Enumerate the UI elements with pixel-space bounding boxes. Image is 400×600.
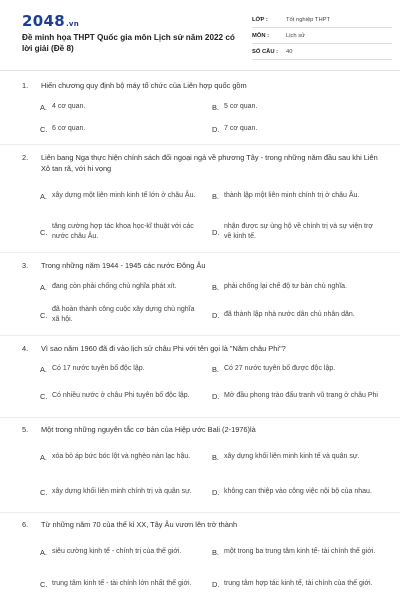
option-5a[interactable]: A. xóa bỏ áp bức bóc lột và nghèo nàn lạc hậu. [40, 452, 191, 462]
question-stem: Từ những năm 70 của thế kỉ XX, Tây Âu vươn lên trở thành [41, 520, 238, 529]
question-stem: Hiến chương quy định bộ máy tổ chức của Liên hợp quốc gồm [41, 81, 247, 90]
option-3d[interactable]: D. đã thành lập nhà nước dân chủ nhân dân. [212, 310, 355, 320]
question-stem: Một trong những nguyên tắc cơ bản của Hiệp ước Bali (2-1976)là [41, 425, 256, 434]
meta-question-count [252, 44, 392, 60]
option-4a[interactable]: A. Có 17 nước tuyên bố độc lập. [40, 364, 145, 374]
document-title: Đề minh họa THPT Quốc gia môn Lịch sử năm 2022 có lời giải (Đề 8) [22, 33, 235, 53]
question-2 [22, 153, 392, 174]
option-3c[interactable]: C. đã hoàn thành công cuộc xây dựng chủ nghĩa xã hội. [40, 305, 195, 323]
question-stem: Trong những năm 1944 - 1945 các nước Đông Âu [41, 261, 206, 270]
option-4b[interactable]: B. Có 27 nước tuyên bố được độc lập. [212, 364, 336, 374]
option-5d[interactable]: D. không can thiệp vào công việc nội bộ của nhau. [212, 487, 372, 497]
meta-value: Tốt nghiệp THPT [286, 16, 331, 23]
question-separator [0, 512, 400, 513]
option-2b[interactable]: B. thành lập một liên minh chính trị ở châu Âu. [212, 191, 360, 201]
question-separator [0, 144, 400, 145]
option-4d[interactable]: D. Mở đầu phong trào đấu tranh vũ trang ở châu Phi [212, 391, 378, 401]
question-6 [22, 520, 392, 531]
option-2a[interactable]: A. xây dựng một liên minh kinh tế lớn ở châu Âu. [40, 191, 196, 201]
question-separator [0, 417, 400, 418]
logo-text: 2048 [22, 12, 65, 30]
option-2c[interactable]: C. tăng cường hợp tác khoa học-kĩ thuật với các nước châu Âu. [40, 222, 194, 240]
question-number: 1. [22, 81, 29, 90]
option-5c[interactable]: C. xây dựng khối liên minh chính trị và quân sự. [40, 487, 192, 497]
option-6c[interactable]: C. trung tâm kinh tế - tài chính lớn nhất thế giới. [40, 579, 192, 589]
question-number: 3. [22, 261, 29, 270]
question-3 [22, 261, 392, 272]
option-1d[interactable]: D. 7 cơ quan. [212, 124, 258, 134]
site-logo[interactable] [22, 12, 79, 30]
question-stem: Vì sao năm 1960 đã đi vào lịch sử châu Phi với tên gọi là "Năm châu Phi"? [41, 344, 286, 353]
option-6b[interactable]: B. một trong ba trung tâm kinh tế- tài chính thế giới. [212, 547, 376, 557]
question-1 [22, 81, 392, 92]
option-1a[interactable]: A. 4 cơ quan. [40, 102, 86, 112]
document-header [0, 0, 400, 68]
option-1b[interactable]: B. 5 cơ quan. [212, 102, 258, 112]
option-1c[interactable]: C. 6 cơ quan. [40, 124, 86, 134]
question-4 [22, 344, 392, 355]
question-separator [0, 252, 400, 253]
meta-label: LỚP : [252, 16, 268, 23]
meta-subject [252, 28, 392, 44]
header-divider [0, 70, 400, 71]
option-6d[interactable]: D. trung tâm hợp tác kinh tế, tài chính của thế giới. [212, 579, 373, 589]
question-number: 2. [22, 153, 29, 162]
option-4c[interactable]: C. Có nhiều nước ở châu Phi tuyên bố độc lập. [40, 391, 190, 401]
question-number: 4. [22, 344, 29, 353]
option-6a[interactable]: A. siêu cường kinh tế - chính trị của thế giới. [40, 547, 182, 557]
meta-label: SỐ CÂU : [252, 48, 279, 55]
meta-value: 40 [286, 48, 293, 55]
option-3b[interactable]: B. phải chống lại chế độ tư bản chủ nghĩa. [212, 282, 347, 292]
question-separator [0, 335, 400, 336]
option-5b[interactable]: B. xây dựng khối liên minh kinh tế và quân sự. [212, 452, 360, 462]
option-3a[interactable]: A. đang còn phải chống chủ nghĩa phát xít. [40, 282, 177, 292]
meta-label: MÔN : [252, 32, 270, 39]
exam-meta [252, 12, 392, 60]
question-number: 5. [22, 425, 29, 434]
logo-suffix: .vn [65, 20, 80, 28]
meta-value: Lịch sử [286, 32, 306, 39]
meta-grade [252, 12, 392, 28]
question-5 [22, 425, 392, 436]
question-stem: Liên bang Nga thực hiện chính sách đối ngoại ngả về phương Tây - trong những năm đầu sau khi Liên Xô tan rã, với hi vọng [41, 153, 378, 173]
option-2d[interactable]: D. nhận được sự ủng hộ về chính trị và sự viện trợ về kinh tế. [212, 222, 373, 240]
question-number: 6. [22, 520, 29, 529]
